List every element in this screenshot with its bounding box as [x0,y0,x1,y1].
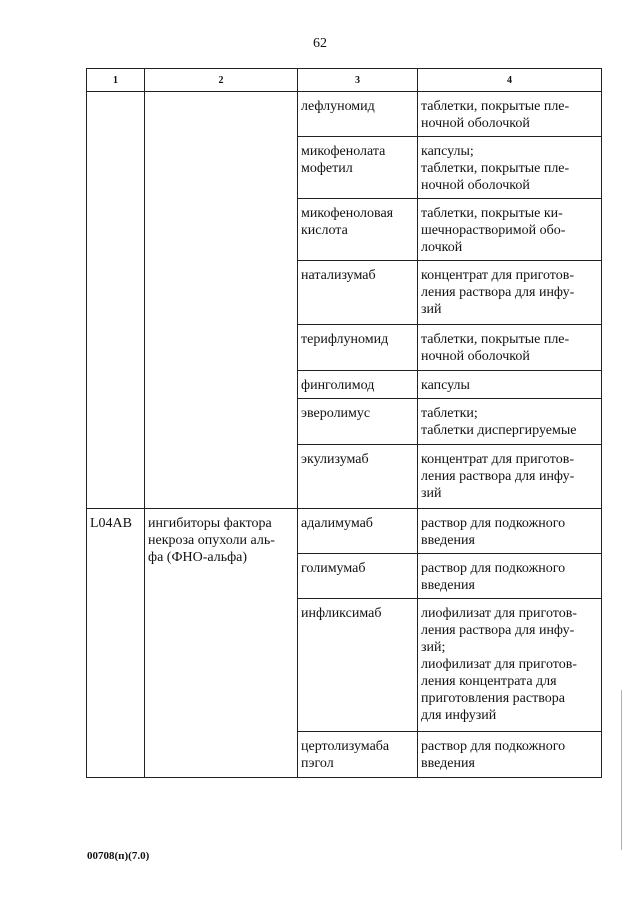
table-row [87,509,602,554]
dosage-form: таблетки, покрытые ки- шечнорастворимой обо- лочкой [418,199,602,261]
drug-name: цертолизумаба пэгол [298,732,418,778]
drug-name: натализумаб [298,261,418,325]
drug-name: микофеноловая кислота [298,199,418,261]
drug-name: терифлуномид [298,325,418,371]
dosage-form: раствор для подкожного введения [418,732,602,778]
header-col-1: 1 [87,69,145,92]
atc-code-cell [87,92,145,509]
drug-name: лефлуномид [298,92,418,137]
dosage-form: капсулы; таблетки, покрытые пле- ночной оболочкой [418,137,602,199]
dosage-form: концентрат для приготов- ления раствора для инфу- зий [418,261,602,325]
dosage-form: лиофилизат для приготов- ления раствора для инфу- зий; лиофилизат для приготов- ления концентрата для приготовления раствора для инфузий [418,599,602,732]
dosage-form: концентрат для приготов- ления раствора для инфу- зий [418,445,602,509]
header-col-2: 2 [145,69,298,92]
dosage-form: раствор для подкожного введения [418,554,602,599]
group-name-cell [145,92,298,509]
drug-name: микофенолата мофетил [298,137,418,199]
group-name-cell: ингибиторы фактора некроза опухоли аль- фа (ФНО-альфа) [145,509,298,778]
drug-name: финголимод [298,371,418,399]
table-row [87,92,602,137]
scan-edge-line [621,690,622,850]
dosage-form: таблетки, покрытые пле- ночной оболочкой [418,92,602,137]
dosage-form: таблетки; таблетки диспергируемые [418,399,602,445]
header-col-4: 4 [418,69,602,92]
drug-name: голимумаб [298,554,418,599]
header-row [87,69,602,92]
drug-table [86,68,602,778]
page-number: 62 [313,36,327,51]
drug-name: адалимумаб [298,509,418,554]
document-footer-code: 00708(п)(7.0) [87,850,150,862]
dosage-form: капсулы [418,371,602,399]
atc-code-cell: L04AB [87,509,145,778]
header-col-3: 3 [298,69,418,92]
drug-name: экулизумаб [298,445,418,509]
dosage-form: раствор для подкожного введения [418,509,602,554]
drug-name: эверолимус [298,399,418,445]
drug-name: инфликсимаб [298,599,418,732]
dosage-form: таблетки, покрытые пле- ночной оболочкой [418,325,602,371]
